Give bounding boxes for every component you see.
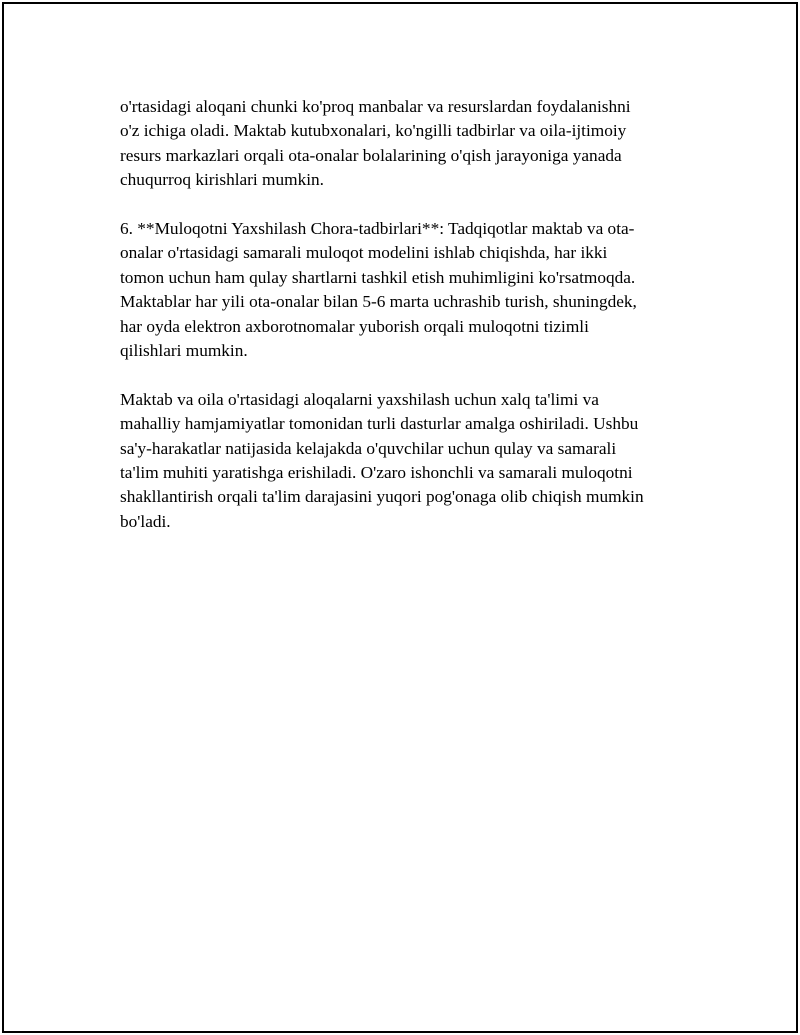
text-line: bo'ladi. [120,511,171,531]
text-line: o'rtasidagi aloqani chunki ko'proq manbalar va resurslardan foydalanishni [120,97,631,116]
paragraph-parent-involvement [120,95,680,193]
text-line: shakllantirish orqali ta'lim darajasini yuqori pog'onaga olib chiqish mumkin [120,487,644,507]
text-line: tomon uchun ham qulay shartlarni tashkil etish muhimligini ko'rsatmoqda. [120,267,636,287]
text-line: qilishlari mumkin. [120,341,248,361]
document-body [120,95,680,559]
text-line: mahalliy hamjamiyatlar tomonidan turli dasturlar amalga oshiriladi. Ushbu [120,414,639,434]
text-line: o'z ichiga oladi. Maktab kutubxonalari, ko'ngilli tadbirlar va oila-ijtimoiy [120,121,627,141]
text-line: sa'y-harakatlar natijasida kelajakda o'quvchilar uchun qulay va samarali [120,438,617,458]
document-page [2,2,798,1033]
text-line: chuqurroq kirishlari mumkin. [120,170,324,190]
text-line: Maktablar har yili ota-onalar bilan 5-6 marta uchrashib turish, shuningdek, [120,292,637,312]
text-line: 6. **Muloqotni Yaxshilash Chora-tadbirlari**: Tadqiqotlar maktab va ota- [120,219,635,239]
paragraph-communication-measures [120,217,680,363]
text-line: ta'lim muhiti yaratishga erishiladi. O'zaro ishonchli va samarali muloqotni [120,463,633,483]
paragraph-conclusion [120,388,680,534]
text-line: resurs markazlari orqali ota-onalar bolalarining o'qish jarayoniga yanada [120,145,622,165]
text-line: har oyda elektron axborotnomalar yuborish orqali muloqotni tizimli [120,316,589,336]
text-line: onalar o'rtasidagi samarali muloqot modelini ishlab chiqishda, har ikki [120,243,608,263]
text-line: Maktab va oila o'rtasidagi aloqalarni yaxshilash uchun xalq ta'limi va [120,389,599,409]
